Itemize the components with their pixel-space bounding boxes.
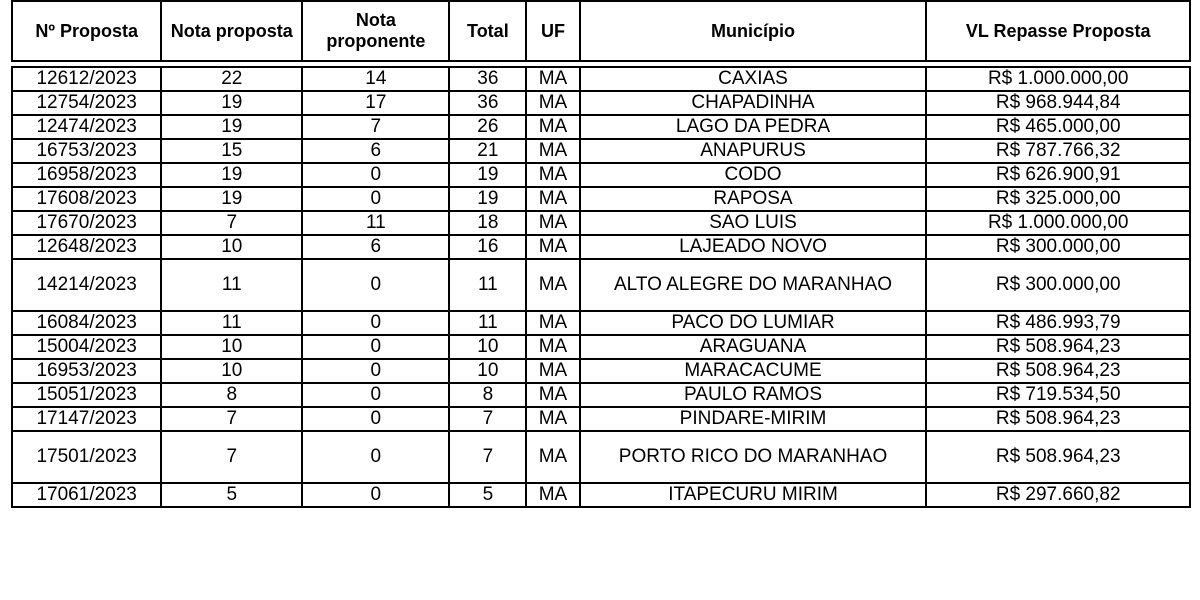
cell-uf: MA bbox=[526, 383, 579, 407]
table-body bbox=[12, 67, 1190, 507]
cell-total: 21 bbox=[449, 139, 526, 163]
cell-municipio: ANAPURUS bbox=[580, 139, 927, 163]
cell-valor-repasse: R$ 465.000,00 bbox=[926, 115, 1190, 139]
cell-nota-proponente: 0 bbox=[302, 335, 449, 359]
cell-numero-proposta: 17608/2023 bbox=[12, 187, 161, 211]
cell-municipio: CODO bbox=[580, 163, 927, 187]
cell-valor-repasse: R$ 626.900,91 bbox=[926, 163, 1190, 187]
cell-total: 11 bbox=[449, 311, 526, 335]
cell-municipio: LAJEADO NOVO bbox=[580, 235, 927, 259]
cell-nota-proponente: 0 bbox=[302, 163, 449, 187]
cell-nota-proposta: 10 bbox=[161, 359, 302, 383]
cell-numero-proposta: 16084/2023 bbox=[12, 311, 161, 335]
cell-numero-proposta: 16953/2023 bbox=[12, 359, 161, 383]
cell-numero-proposta: 14214/2023 bbox=[12, 259, 161, 311]
cell-uf: MA bbox=[526, 335, 579, 359]
cell-nota-proposta: 10 bbox=[161, 235, 302, 259]
cell-municipio: CAXIAS bbox=[580, 67, 927, 91]
cell-total: 19 bbox=[449, 163, 526, 187]
header-municipio: Município bbox=[580, 1, 927, 61]
cell-nota-proposta: 8 bbox=[161, 383, 302, 407]
cell-nota-proposta: 7 bbox=[161, 211, 302, 235]
cell-nota-proponente: 0 bbox=[302, 483, 449, 507]
table-row bbox=[12, 91, 1190, 115]
cell-numero-proposta: 12474/2023 bbox=[12, 115, 161, 139]
cell-valor-repasse: R$ 486.993,79 bbox=[926, 311, 1190, 335]
cell-numero-proposta: 12754/2023 bbox=[12, 91, 161, 115]
cell-municipio: SAO LUIS bbox=[580, 211, 927, 235]
table-row bbox=[12, 431, 1190, 483]
document-page bbox=[11, 0, 1191, 508]
cell-uf: MA bbox=[526, 115, 579, 139]
cell-nota-proponente: 6 bbox=[302, 139, 449, 163]
header-nota-proposta: Nota proposta bbox=[161, 1, 302, 61]
cell-valor-repasse: R$ 300.000,00 bbox=[926, 235, 1190, 259]
cell-uf: MA bbox=[526, 259, 579, 311]
cell-nota-proponente: 17 bbox=[302, 91, 449, 115]
header-numero-proposta: Nº Proposta bbox=[12, 1, 161, 61]
cell-uf: MA bbox=[526, 187, 579, 211]
cell-valor-repasse: R$ 300.000,00 bbox=[926, 259, 1190, 311]
cell-total: 10 bbox=[449, 335, 526, 359]
cell-nota-proposta: 10 bbox=[161, 335, 302, 359]
cell-nota-proposta: 19 bbox=[161, 163, 302, 187]
cell-valor-repasse: R$ 719.534,50 bbox=[926, 383, 1190, 407]
cell-nota-proposta: 7 bbox=[161, 431, 302, 483]
cell-uf: MA bbox=[526, 359, 579, 383]
cell-municipio: PACO DO LUMIAR bbox=[580, 311, 927, 335]
table-row bbox=[12, 187, 1190, 211]
proposals-table bbox=[11, 0, 1191, 508]
table-row bbox=[12, 383, 1190, 407]
cell-valor-repasse: R$ 508.964,23 bbox=[926, 359, 1190, 383]
cell-nota-proposta: 19 bbox=[161, 187, 302, 211]
cell-municipio: PORTO RICO DO MARANHAO bbox=[580, 431, 927, 483]
cell-valor-repasse: R$ 508.964,23 bbox=[926, 335, 1190, 359]
header-uf: UF bbox=[526, 1, 579, 61]
cell-total: 19 bbox=[449, 187, 526, 211]
cell-uf: MA bbox=[526, 483, 579, 507]
cell-valor-repasse: R$ 1.000.000,00 bbox=[926, 67, 1190, 91]
cell-nota-proposta: 5 bbox=[161, 483, 302, 507]
cell-total: 7 bbox=[449, 431, 526, 483]
cell-total: 36 bbox=[449, 67, 526, 91]
cell-total: 16 bbox=[449, 235, 526, 259]
table-row bbox=[12, 139, 1190, 163]
cell-uf: MA bbox=[526, 139, 579, 163]
cell-uf: MA bbox=[526, 163, 579, 187]
cell-municipio: CHAPADINHA bbox=[580, 91, 927, 115]
cell-nota-proponente: 0 bbox=[302, 383, 449, 407]
cell-total: 5 bbox=[449, 483, 526, 507]
cell-numero-proposta: 16958/2023 bbox=[12, 163, 161, 187]
cell-valor-repasse: R$ 508.964,23 bbox=[926, 407, 1190, 431]
cell-municipio: LAGO DA PEDRA bbox=[580, 115, 927, 139]
cell-nota-proponente: 0 bbox=[302, 407, 449, 431]
table-row bbox=[12, 335, 1190, 359]
header-total: Total bbox=[449, 1, 526, 61]
cell-uf: MA bbox=[526, 431, 579, 483]
cell-uf: MA bbox=[526, 91, 579, 115]
cell-uf: MA bbox=[526, 67, 579, 91]
cell-municipio: ARAGUANA bbox=[580, 335, 927, 359]
cell-numero-proposta: 12648/2023 bbox=[12, 235, 161, 259]
cell-municipio: PINDARE-MIRIM bbox=[580, 407, 927, 431]
cell-nota-proposta: 15 bbox=[161, 139, 302, 163]
cell-municipio: RAPOSA bbox=[580, 187, 927, 211]
cell-numero-proposta: 17061/2023 bbox=[12, 483, 161, 507]
cell-nota-proponente: 0 bbox=[302, 311, 449, 335]
cell-valor-repasse: R$ 325.000,00 bbox=[926, 187, 1190, 211]
cell-nota-proponente: 0 bbox=[302, 259, 449, 311]
cell-total: 8 bbox=[449, 383, 526, 407]
table-row bbox=[12, 211, 1190, 235]
cell-numero-proposta: 15051/2023 bbox=[12, 383, 161, 407]
cell-numero-proposta: 17501/2023 bbox=[12, 431, 161, 483]
table-row bbox=[12, 407, 1190, 431]
table-row bbox=[12, 67, 1190, 91]
table-row bbox=[12, 235, 1190, 259]
cell-uf: MA bbox=[526, 311, 579, 335]
cell-municipio: ITAPECURU MIRIM bbox=[580, 483, 927, 507]
table-row bbox=[12, 311, 1190, 335]
cell-total: 36 bbox=[449, 91, 526, 115]
cell-nota-proponente: 0 bbox=[302, 187, 449, 211]
cell-nota-proposta: 22 bbox=[161, 67, 302, 91]
header-valor-repasse: VL Repasse Proposta bbox=[926, 1, 1190, 61]
cell-uf: MA bbox=[526, 407, 579, 431]
header-row bbox=[12, 1, 1190, 61]
cell-nota-proponente: 7 bbox=[302, 115, 449, 139]
cell-valor-repasse: R$ 1.000.000,00 bbox=[926, 211, 1190, 235]
cell-total: 11 bbox=[449, 259, 526, 311]
cell-nota-proponente: 0 bbox=[302, 431, 449, 483]
cell-nota-proposta: 19 bbox=[161, 91, 302, 115]
table-row bbox=[12, 163, 1190, 187]
cell-nota-proponente: 11 bbox=[302, 211, 449, 235]
cell-municipio: ALTO ALEGRE DO MARANHAO bbox=[580, 259, 927, 311]
cell-numero-proposta: 17147/2023 bbox=[12, 407, 161, 431]
cell-municipio: MARACACUME bbox=[580, 359, 927, 383]
table-row bbox=[12, 259, 1190, 311]
cell-numero-proposta: 17670/2023 bbox=[12, 211, 161, 235]
cell-nota-proposta: 11 bbox=[161, 259, 302, 311]
cell-valor-repasse: R$ 508.964,23 bbox=[926, 431, 1190, 483]
cell-uf: MA bbox=[526, 211, 579, 235]
cell-total: 26 bbox=[449, 115, 526, 139]
cell-total: 7 bbox=[449, 407, 526, 431]
table-row bbox=[12, 483, 1190, 507]
table-row bbox=[12, 359, 1190, 383]
cell-total: 18 bbox=[449, 211, 526, 235]
cell-numero-proposta: 16753/2023 bbox=[12, 139, 161, 163]
cell-municipio: PAULO RAMOS bbox=[580, 383, 927, 407]
cell-numero-proposta: 12612/2023 bbox=[12, 67, 161, 91]
cell-valor-repasse: R$ 968.944,84 bbox=[926, 91, 1190, 115]
cell-nota-proposta: 11 bbox=[161, 311, 302, 335]
cell-nota-proponente: 0 bbox=[302, 359, 449, 383]
cell-nota-proponente: 14 bbox=[302, 67, 449, 91]
cell-nota-proposta: 7 bbox=[161, 407, 302, 431]
cell-nota-proponente: 6 bbox=[302, 235, 449, 259]
cell-uf: MA bbox=[526, 235, 579, 259]
header-nota-proponente: Nota proponente bbox=[302, 1, 449, 61]
cell-nota-proposta: 19 bbox=[161, 115, 302, 139]
cell-valor-repasse: R$ 297.660,82 bbox=[926, 483, 1190, 507]
cell-total: 10 bbox=[449, 359, 526, 383]
cell-numero-proposta: 15004/2023 bbox=[12, 335, 161, 359]
table-row bbox=[12, 115, 1190, 139]
cell-valor-repasse: R$ 787.766,32 bbox=[926, 139, 1190, 163]
